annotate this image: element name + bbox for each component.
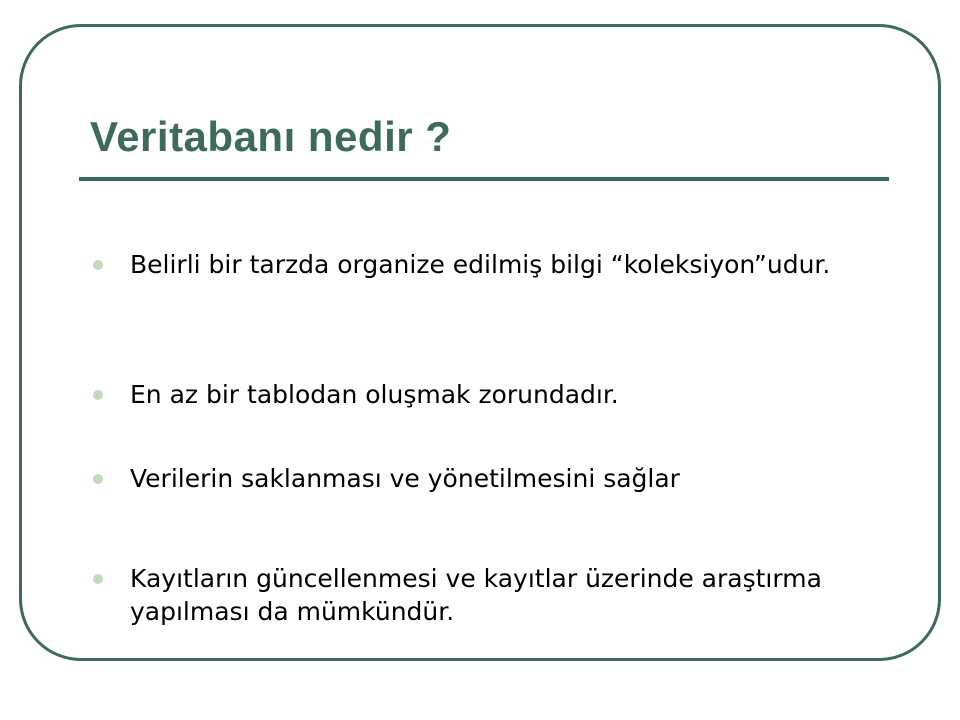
bullet-dot-icon [93, 574, 103, 584]
bullet-dot-icon [93, 260, 103, 270]
bullet-item [130, 562, 870, 628]
slide-title: Veritabanı nedir ? [90, 113, 452, 160]
bullet-text: Verilerin saklanması ve yönetilmesini sağlar [130, 464, 680, 493]
bullet-item [130, 248, 870, 281]
bullet-text: En az bir tablodan oluşmak zorundadır. [130, 380, 619, 409]
bullet-dot-icon [93, 474, 103, 484]
bullet-text: Kayıtların güncellenmesi ve kayıtlar üzerinde araştırma yapılması da mümkündür. [130, 564, 822, 626]
bullet-dot-icon [93, 390, 103, 400]
bullet-text: Belirli bir tarzda organize edilmiş bilgi “koleksiyon”udur. [130, 250, 831, 279]
bullet-item [130, 378, 870, 411]
bullet-item [130, 462, 870, 495]
